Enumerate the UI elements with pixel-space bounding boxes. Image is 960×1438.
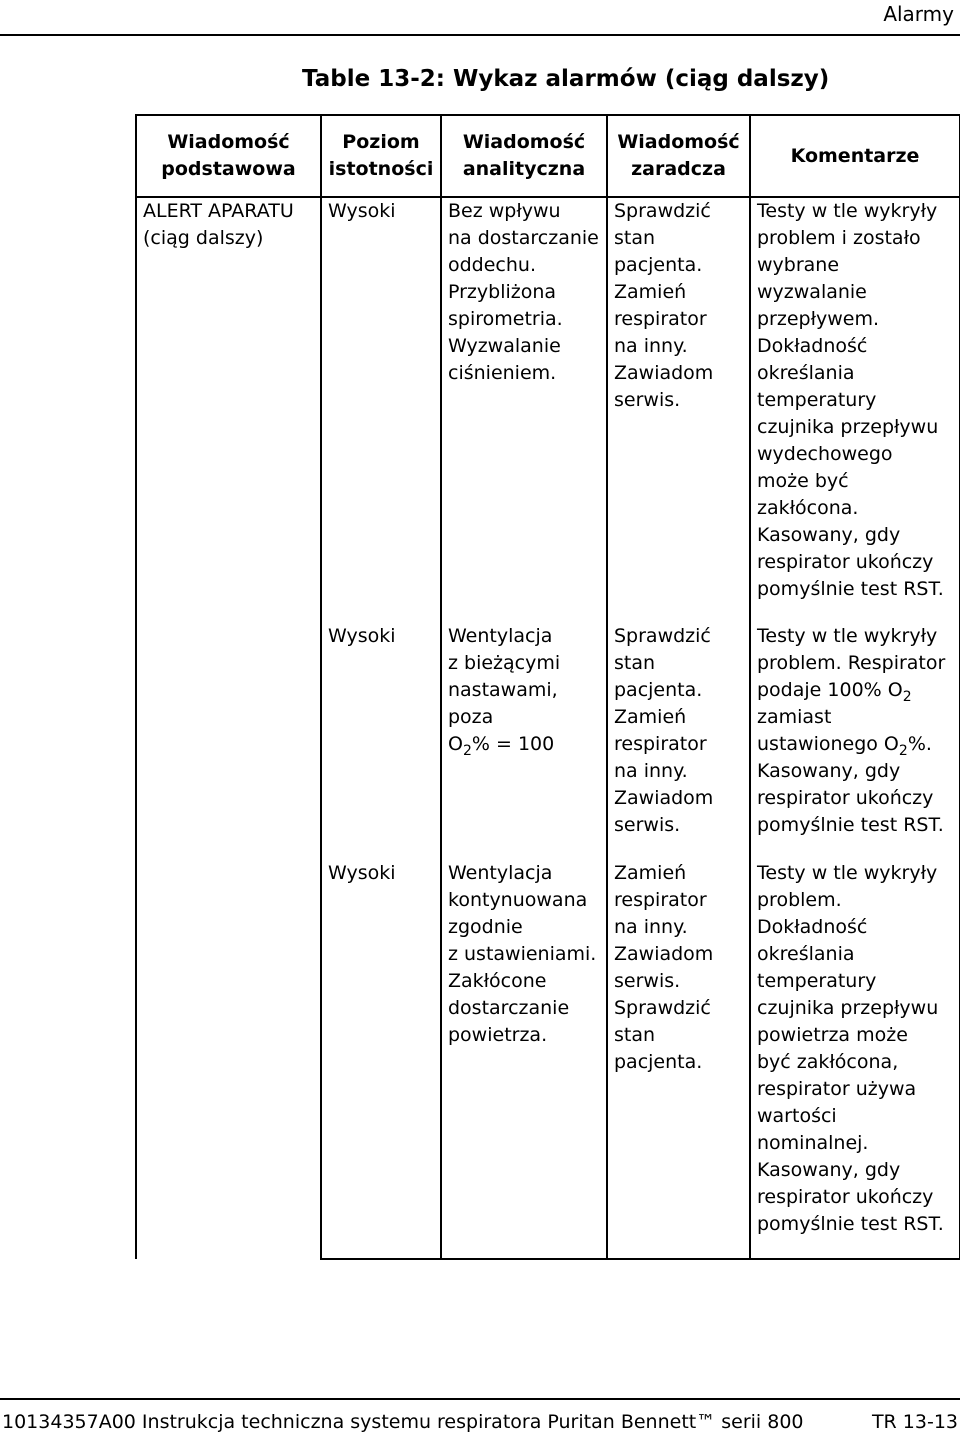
priority-cell: Wysoki: [321, 860, 441, 1259]
analysis-cell: Wentylacja kontynuowana zgodnie z ustawieniami. Zakłócone dostarczanie powietrza.: [441, 860, 607, 1259]
comments-cell: [750, 623, 960, 860]
comments-line: problem. Respirator: [757, 652, 946, 674]
header-analysis-message: Wiadomość analityczna: [441, 115, 607, 197]
alarm-table: [135, 114, 960, 1260]
analysis-line: poza: [448, 706, 494, 728]
header-rule: [0, 34, 960, 36]
analysis-o2-line: [448, 731, 602, 758]
comments-o2-line: [757, 677, 955, 704]
priority-cell: Wysoki: [321, 623, 441, 860]
remedy-cell: Zamień respirator na inny. Zawiadom serwis. Sprawdzić stan pacjenta.: [607, 860, 750, 1259]
remedy-cell: Sprawdzić stan pacjenta. Zamień respirator na inny. Zawiadom serwis.: [607, 623, 750, 860]
base-message-cell: ALERT APARATU (ciąg dalszy): [136, 197, 321, 1259]
comments-o2-text: ustawionego O: [757, 733, 899, 755]
comments-line: zamiast: [757, 706, 832, 728]
o2-subscript: 2: [462, 743, 472, 759]
remedy-cell: Sprawdzić stan pacjenta. Zamień respirator na inny. Zawiadom serwis.: [607, 197, 750, 623]
comments-o2-line: [757, 731, 955, 758]
footer-page-number: TR 13-13: [871, 1411, 958, 1433]
comments-o2-text: podaje 100% O: [757, 679, 903, 701]
analysis-cell: [441, 623, 607, 860]
table-title: Table 13-2: Wykaz alarmów (ciąg dalszy): [302, 66, 830, 92]
comments-tail: Kasowany, gdy respirator ukończy pomyślnie test RST.: [757, 760, 944, 836]
analysis-line: Wentylacja: [448, 625, 553, 647]
header-priority: Poziom istotności: [321, 115, 441, 197]
analysis-line: z bieżącymi: [448, 652, 561, 674]
comments-cell: Testy w tle wykryły problem i zostało wybrane wyzwalanie przepływem. Dokładność określania temperatury czujnika przepływu wydechowego może być zakłócona. Kasowany, gdy respirator ukończy pomyślnie test RST.: [750, 197, 960, 623]
o2-symbol: O: [448, 733, 463, 755]
comments-line: Testy w tle wykryły: [757, 625, 938, 647]
analysis-cell: Bez wpływu na dostarczanie oddechu. Przybliżona spirometria. Wyzwalanie ciśnieniem.: [441, 197, 607, 623]
running-head: Alarmy: [883, 2, 954, 26]
priority-cell: Wysoki: [321, 197, 441, 623]
o2-subscript: 2: [898, 743, 908, 759]
footer-document-id: 10134357A00 Instrukcja techniczna systemu respiratora Puritan Bennett™ serii 800: [2, 1411, 804, 1433]
comments-cell: Testy w tle wykryły problem. Dokładność określania temperatury czujnika przepływu powietrza może być zakłócona, respirator używa wartości nominalnej. Kasowany, gdy respirator ukończy pomyślnie test RST.: [750, 860, 960, 1259]
table-header-row: [136, 115, 960, 197]
page-footer: [0, 1398, 960, 1433]
analysis-line: nastawami,: [448, 679, 558, 701]
o2-value: % = 100: [471, 733, 555, 755]
comments-o2-suffix: %.: [907, 733, 932, 755]
o2-subscript: 2: [902, 689, 912, 705]
header-remedy-message: Wiadomość zaradcza: [607, 115, 750, 197]
header-comments: Komentarze: [750, 115, 960, 197]
table-row: [136, 197, 960, 623]
header-base-message: Wiadomość podstawowa: [136, 115, 321, 197]
